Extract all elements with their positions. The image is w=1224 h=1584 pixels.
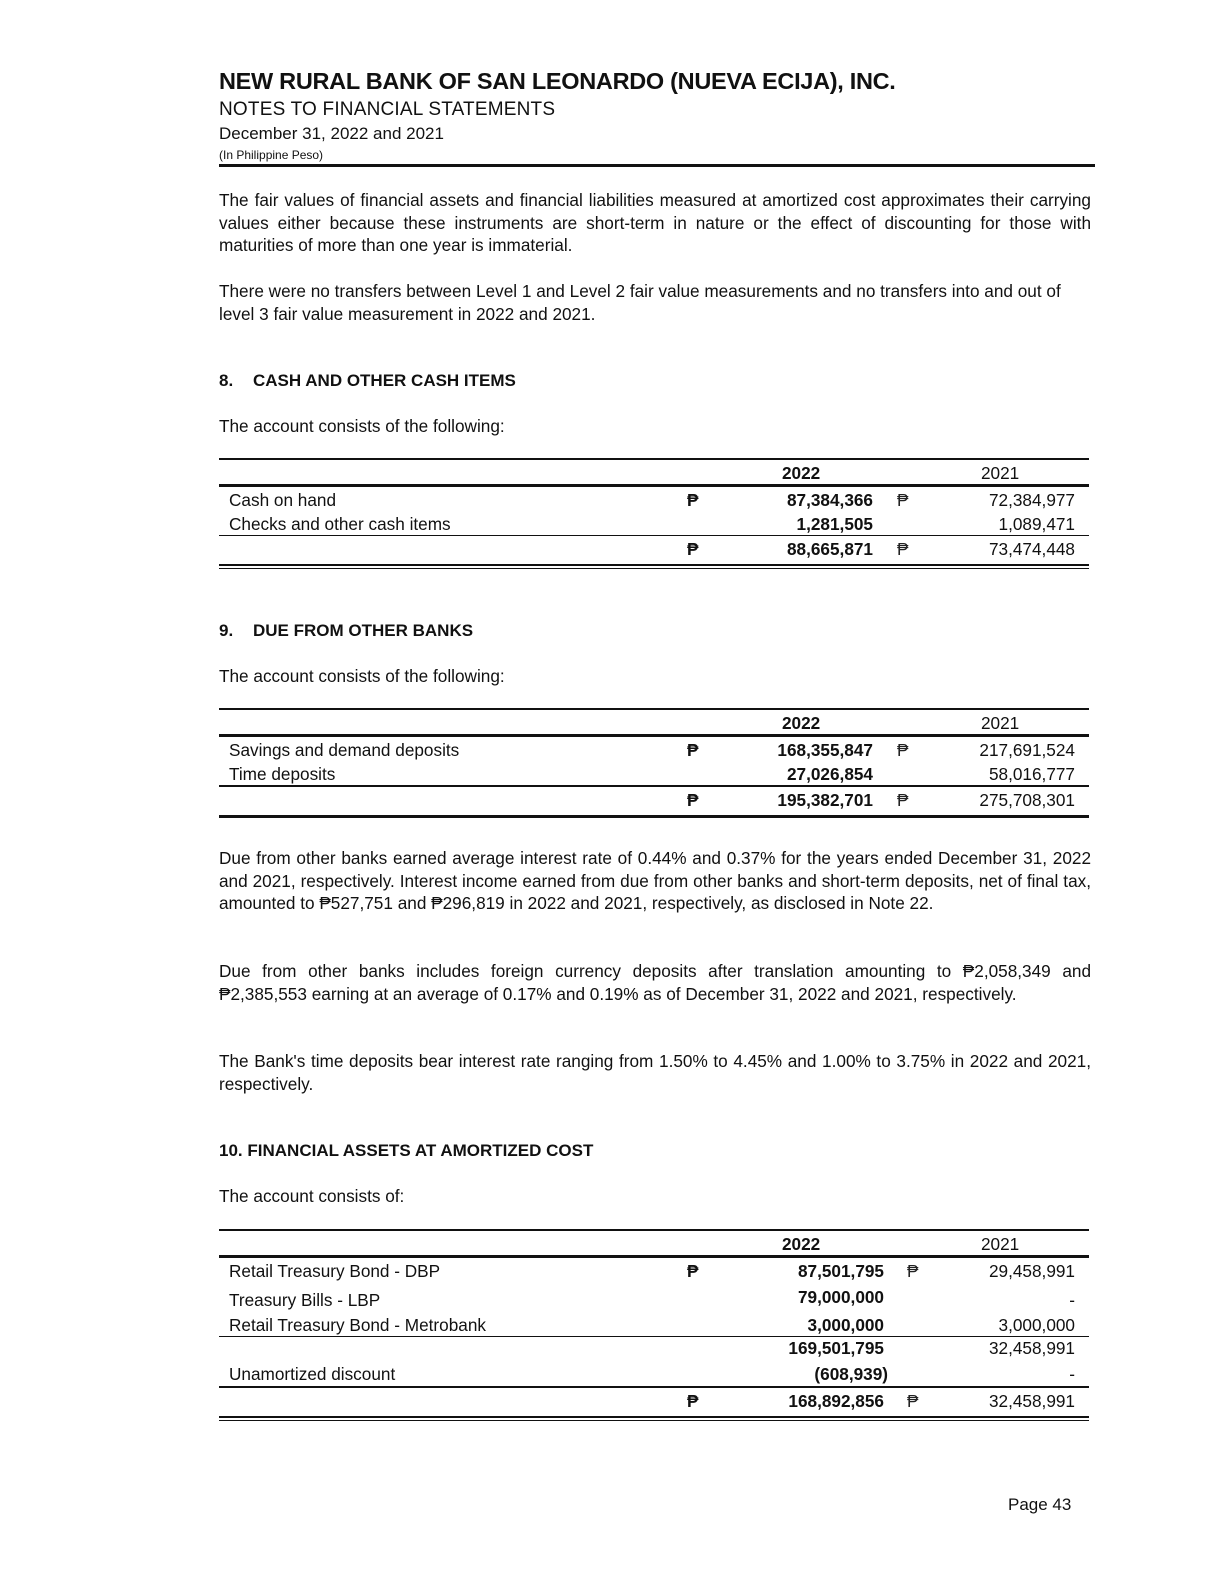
total-2021: 275,708,301 (979, 790, 1075, 810)
subtotal-2022: 169,501,795 (788, 1338, 884, 1358)
discount-2021: - (1069, 1364, 1075, 1384)
section-number: 8. (219, 371, 234, 390)
table-header-row (219, 460, 1089, 484)
currency-unit: (In Philippine Peso) (219, 148, 324, 162)
total-row (219, 787, 1089, 815)
row-label: Unamortized discount (229, 1364, 396, 1384)
fair-value-paragraph: The fair values of financial assets and financial liabilities measured at amortized cost approximates their carrying values either because these instruments are short-term in nature or the effect of discounting for those with maturities of more than one year is immaterial. (219, 190, 1091, 255)
section-heading-amortized-cost (219, 1141, 593, 1161)
discount-row (219, 1361, 1089, 1386)
column-header-2022: 2022 (782, 713, 821, 733)
statement-period: December 31, 2022 and 2021 (219, 124, 444, 143)
row-label: Time deposits (229, 764, 336, 784)
row-label: Checks and other cash items (229, 514, 451, 534)
column-header-2021: 2021 (981, 463, 1020, 483)
row-label: Retail Treasury Bond - Metrobank (229, 1315, 486, 1335)
table-row (219, 1284, 1089, 1312)
table-row (219, 511, 1089, 535)
value-2022: 27,026,854 (786, 764, 873, 784)
total-row (219, 536, 1089, 564)
total-rule (219, 815, 1089, 818)
peso-sign: ₱ (897, 790, 909, 810)
value-2021: 1,089,471 (998, 514, 1075, 534)
subtotal-row (219, 1337, 1089, 1361)
value-2021: 72,384,977 (988, 490, 1075, 510)
value-2021: - (1069, 1290, 1075, 1310)
column-header-2021: 2021 (981, 1234, 1020, 1254)
total-2022: 88,665,871 (786, 539, 873, 559)
subtotal-2021: 32,458,991 (988, 1338, 1075, 1358)
cash-table (219, 458, 1089, 569)
value-2021: 217,691,524 (979, 740, 1075, 760)
peso-sign: ₱ (687, 490, 699, 510)
peso-sign: ₱ (687, 1261, 699, 1281)
value-2022: 1,281,505 (796, 514, 873, 534)
peso-sign: ₱ (907, 1391, 919, 1411)
section-number: 10. (219, 1141, 243, 1160)
section-heading-due-from-banks (219, 621, 473, 641)
table-header-row (219, 1231, 1089, 1255)
table-row (219, 1312, 1089, 1336)
table-row (219, 761, 1089, 785)
total-double-rule (219, 1416, 1089, 1421)
document-title: NOTES TO FINANCIAL STATEMENTS (219, 99, 556, 120)
row-label: Retail Treasury Bond - DBP (229, 1261, 441, 1281)
table-row (219, 1258, 1089, 1284)
time-deposits-paragraph: The Bank's time deposits bear interest rate ranging from 1.50% to 4.45% and 1.00% to 3.75% in 2022 and 2021, respectively. (219, 1051, 1091, 1094)
peso-sign: ₱ (687, 740, 699, 760)
section-intro: The account consists of the following: (219, 666, 505, 686)
value-2021: 3,000,000 (998, 1315, 1075, 1335)
discount-2022: (608,939) (814, 1364, 888, 1384)
total-2022: 195,382,701 (777, 790, 873, 810)
value-2022: 87,501,795 (797, 1261, 884, 1281)
peso-sign: ₱ (897, 539, 909, 559)
total-2021: 32,458,991 (988, 1391, 1075, 1411)
row-label: Cash on hand (229, 490, 337, 510)
total-double-rule (219, 564, 1089, 569)
section-title: FINANCIAL ASSETS AT AMORTIZED COST (247, 1141, 594, 1160)
header-divider (219, 164, 1095, 167)
peso-sign: ₱ (687, 790, 699, 810)
section-intro: The account consists of the following: (219, 416, 505, 436)
due-from-banks-table (219, 708, 1089, 818)
table-row (219, 487, 1089, 511)
section-intro: The account consists of: (219, 1186, 405, 1206)
total-row (219, 1388, 1089, 1416)
section-number: 9. (219, 621, 234, 640)
table-header-row (219, 710, 1089, 734)
table-row (219, 737, 1089, 761)
peso-sign: ₱ (897, 490, 909, 510)
page-number: Page 43 (1008, 1495, 1072, 1514)
column-header-2022: 2022 (782, 1234, 821, 1254)
foreign-currency-paragraph: Due from other banks includes foreign currency deposits after translation amounting to ₱2,058,349 and ₱2,385,553 earning at an average of 0.17% and 0.19% as of December 31, 2022 and 2021, respectively. (219, 961, 1091, 1004)
section-heading-cash (219, 371, 516, 391)
company-name: NEW RURAL BANK OF SAN LEONARDO (NUEVA ECIJA), INC. (219, 68, 896, 94)
peso-sign: ₱ (687, 1391, 699, 1411)
column-header-2022: 2022 (782, 463, 821, 483)
total-2022: 168,892,856 (788, 1391, 884, 1411)
peso-sign: ₱ (897, 740, 909, 760)
section-title: CASH AND OTHER CASH ITEMS (253, 371, 516, 390)
peso-sign: ₱ (687, 539, 699, 559)
row-label: Savings and demand deposits (229, 740, 460, 760)
transfers-paragraph: There were no transfers between Level 1 and Level 2 fair value measurements and no transfers into and out of level 3 fair value measurement in 2022 and 2021. (219, 281, 1061, 324)
value-2021: 58,016,777 (988, 764, 1075, 784)
peso-sign: ₱ (907, 1261, 919, 1281)
section-title: DUE FROM OTHER BANKS (253, 621, 474, 640)
row-label: Treasury Bills - LBP (229, 1290, 381, 1310)
total-2021: 73,474,448 (988, 539, 1075, 559)
value-2022: 3,000,000 (807, 1315, 884, 1335)
value-2022: 87,384,366 (786, 490, 873, 510)
value-2021: 29,458,991 (988, 1261, 1075, 1281)
interest-rate-paragraph: Due from other banks earned average interest rate of 0.44% and 0.37% for the years ended December 31, 2022 and 2021, respectively. Interest income earned from due from other banks and short-term deposits, net of final tax, amounted to ₱527,751 and ₱296,819 in 2022 and 2021, respectively, as disclosed in Note 22. (219, 848, 1091, 913)
value-2022: 79,000,000 (797, 1287, 884, 1307)
column-header-2021: 2021 (981, 713, 1020, 733)
value-2022: 168,355,847 (777, 740, 873, 760)
amortized-cost-table (219, 1229, 1089, 1421)
